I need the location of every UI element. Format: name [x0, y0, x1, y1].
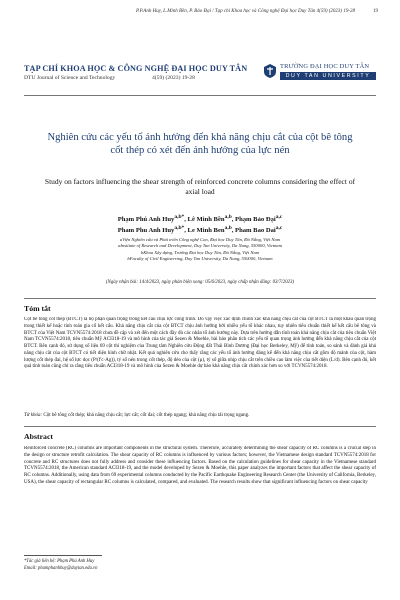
author-affil-mark: a,b: [224, 214, 232, 220]
title-english: Study on factors influencing the shear strength of reinforced concrete columns considering the effect of axial load: [44, 177, 356, 196]
keywords-vi: [24, 413, 376, 420]
article-dates: (Ngày nhận bài: 14/4/2023, ngày phản biện xong: 05/6/2023, ngày chấp nhận đăng: 03/7/2023): [105, 280, 295, 285]
author-affil-mark: a,b: [224, 225, 232, 232]
page-number: 19: [373, 9, 378, 14]
author-line-en: Pham Phu Anh Huy$^{a,b*}$, Le Minh Ben$^{a,b}$, Pham Bao Dai$^{a,c}$: [117, 225, 283, 235]
footnote-rule: [24, 555, 102, 556]
author-affil-mark: a,b*: [174, 214, 185, 220]
author-name: Phạm Bảo Đại: [235, 216, 276, 224]
affiliation-line: aViện Nghiên cứu và Phát triển Công nghệ Cao, Đại học Duy Tân, Đà Nẵng, Việt Nam: [119, 237, 281, 242]
university-crest-icon: [264, 64, 276, 78]
author-name: Pham Bao Dai: [235, 227, 276, 235]
running-head-citation: P.P.Anh Huy, L.Minh Bền, P. Bảo Đại / Tạp chí Khoa học và Công nghệ Đại học Duy Tân 4(59) (2023) 19-28: [135, 9, 355, 14]
abstract-vi-heading: Tóm tắt: [24, 304, 51, 313]
keywords-label: Từ khóa:: [24, 413, 43, 418]
affiliation-line: bFaculty of Civil Engineering, Duy Tan University, Da Nang, 550000, Vietnam: [127, 256, 273, 262]
author-name: Le Minh Ben: [187, 227, 225, 235]
author-affil-mark: a,c: [275, 225, 283, 232]
journal-name-vi: TẠP CHÍ KHOA HỌC & CÔNG NGHỆ ĐẠI HỌC DUY TÂN: [24, 64, 248, 73]
abstract-top-rule: [24, 298, 376, 299]
author-list: [40, 213, 360, 235]
university-logo: [264, 62, 376, 86]
author-name: Pham Phu Anh Huy: [117, 227, 175, 235]
journal-masthead: [24, 64, 376, 92]
author-name: Lê Minh Bền: [187, 216, 225, 224]
title-vietnamese: Nghiên cứu các yếu tố ảnh hưởng đến khả năng chịu cắt của cột bê tông cốt thép có xét đến ảnh hưởng của lực nén: [47, 132, 353, 156]
author-line-vi: Phạm Phú Anh Huy$^{a,b*}$, Lê Minh Bền$^{a,b}$, Phạm Bảo Đại$^{a,c}$: [117, 214, 283, 224]
author-affil-mark: a,c: [275, 214, 283, 220]
masthead-rule: [24, 95, 376, 96]
author-name: Phạm Phú Anh Huy: [117, 216, 175, 224]
abstract-en-heading: Abstract: [24, 432, 54, 441]
abstract-vi-text: Cột bê tông cốt thép (BTCT) là bộ phận quan trọng trong kết cấu chịu lực công trình. Do vậy việc xác định chính xác khả năng chịu cắt của cột BTCT là một khâu quan trọng trong thiết kế hoặc tính toán gia cố kết cấu. Khả năng chịu cắt của cột BTCT chịu ảnh hưởng bởi nhiều yếu tố khác nhau, tuy nhiên tiêu chuẩn thiết kế kết cấu bê tông và BTCT của Việt Nam TCVN5574:2018 chưa đề cập và xét đến một cách đầy đủ các nhân tố ảnh hưởng này. Dựa trên hướng dẫn tính toán khả năng chịu cắt của tiêu chuẩn Việt Nam TCVN5574:2018, tiêu chuẩn Mỹ ACI318-19 và mô hình của tác giả Sezen & Moehle, bài báo phân tích các yếu tố quan trọng ảnh hưởng đến khả năng chịu cắt của cột BTCT. Bên cạnh đó, sử dụng số liệu 69 cột thí nghiệm của Trung tâm Nghiên cứu Động đất Thái Bình Dương (Đại học Berkeley, Mỹ) để tính toán, so sánh và đánh giá khả năng chịu cắt của cột BTCT có tiết diện hình chữ nhật. Kết quả nghiên cứu cho thấy rằng các yếu tố ảnh hưởng đáng kể đến khả năng chịu cắt gồm độ mảnh của cột, hàm lượng cốt thép đai, hệ số lực dọc (P/(f'c·Ag)), tỷ số nén trong cốt thép, độ dẻo của cột (μ), tỷ số giữa nhịp chịu cắt trên chiều cao làm việc của tiết diện (L/d). Bên cạnh đó, kết quả tính toán cũng chỉ ra rằng tiêu chuẩn ACI318-19 và mô hình của Sezen & Moehle dự báo khả năng chịu cắt chính xác hơn so với TCVN5574:2018.: [24, 317, 376, 370]
corresponding-email: Email: phamphanhhuy@duytan.edu.vn: [24, 566, 98, 571]
affiliation-line: bKhoa Xây dựng, Trường Đại học Duy Tân, Đà Nẵng, Việt Nam: [140, 249, 260, 255]
logo-text-en: DUY TAN UNIVERSITY: [280, 72, 376, 80]
logo-text-vi: TRƯỜNG ĐẠI HỌC DUY TÂN: [280, 63, 370, 70]
affiliations: [30, 237, 370, 263]
running-head: [24, 9, 378, 19]
author-affil-mark: a,b*: [174, 225, 185, 232]
abstract-en-text: Reinforced concrete (RC) columns are important components in the structural system. Therefore, accurately determining the shear capacity of RC columns is a crucial step in the design or structure retrofit calculation. The shear capacity of RC columns is influenced by various factors; however, the Vietnamese design standard TCVN5574:2018 for concrete and RC structures does not fully address and consider these influencing factors. Based on the calculation guidelines for shear capacity in the Vietnamese standard TCVN5574:2018, the American standard ACI318-19, and the model developed by Sezen & Moehle, this paper analyzes the important factors that affect the shear capacity of RC columns. Additionally, using data from 69 experimental columns conducted by the Pacific Earthquake Engineering Research Center (the University of California, Berkeley, USA), the shear capacity of rectangular RC columns is calculated, compared, and evaluated. The research results show that significant influencing factors on shear capacity: [24, 446, 376, 485]
corresponding-author: *Tác giả liên hệ: Phạm Phú Anh Huy: [24, 559, 95, 564]
keywords-list: Cột bê tông cốt thép; khả năng chịu cắt; lực cắt; cốt đai; cốt thép ngang; khả năng chịu tải trọng ngang.: [43, 413, 250, 418]
journal-issue: 4(59) (2023) 19-28: [152, 75, 195, 81]
abstract-divider: [24, 426, 376, 427]
affiliation-line: aInstitute of Research and Development, Duy Tan University, Da Nang, 550000, Vietnam: [118, 243, 282, 249]
journal-name-en: DTU Journal of Science and Technology: [24, 75, 116, 81]
